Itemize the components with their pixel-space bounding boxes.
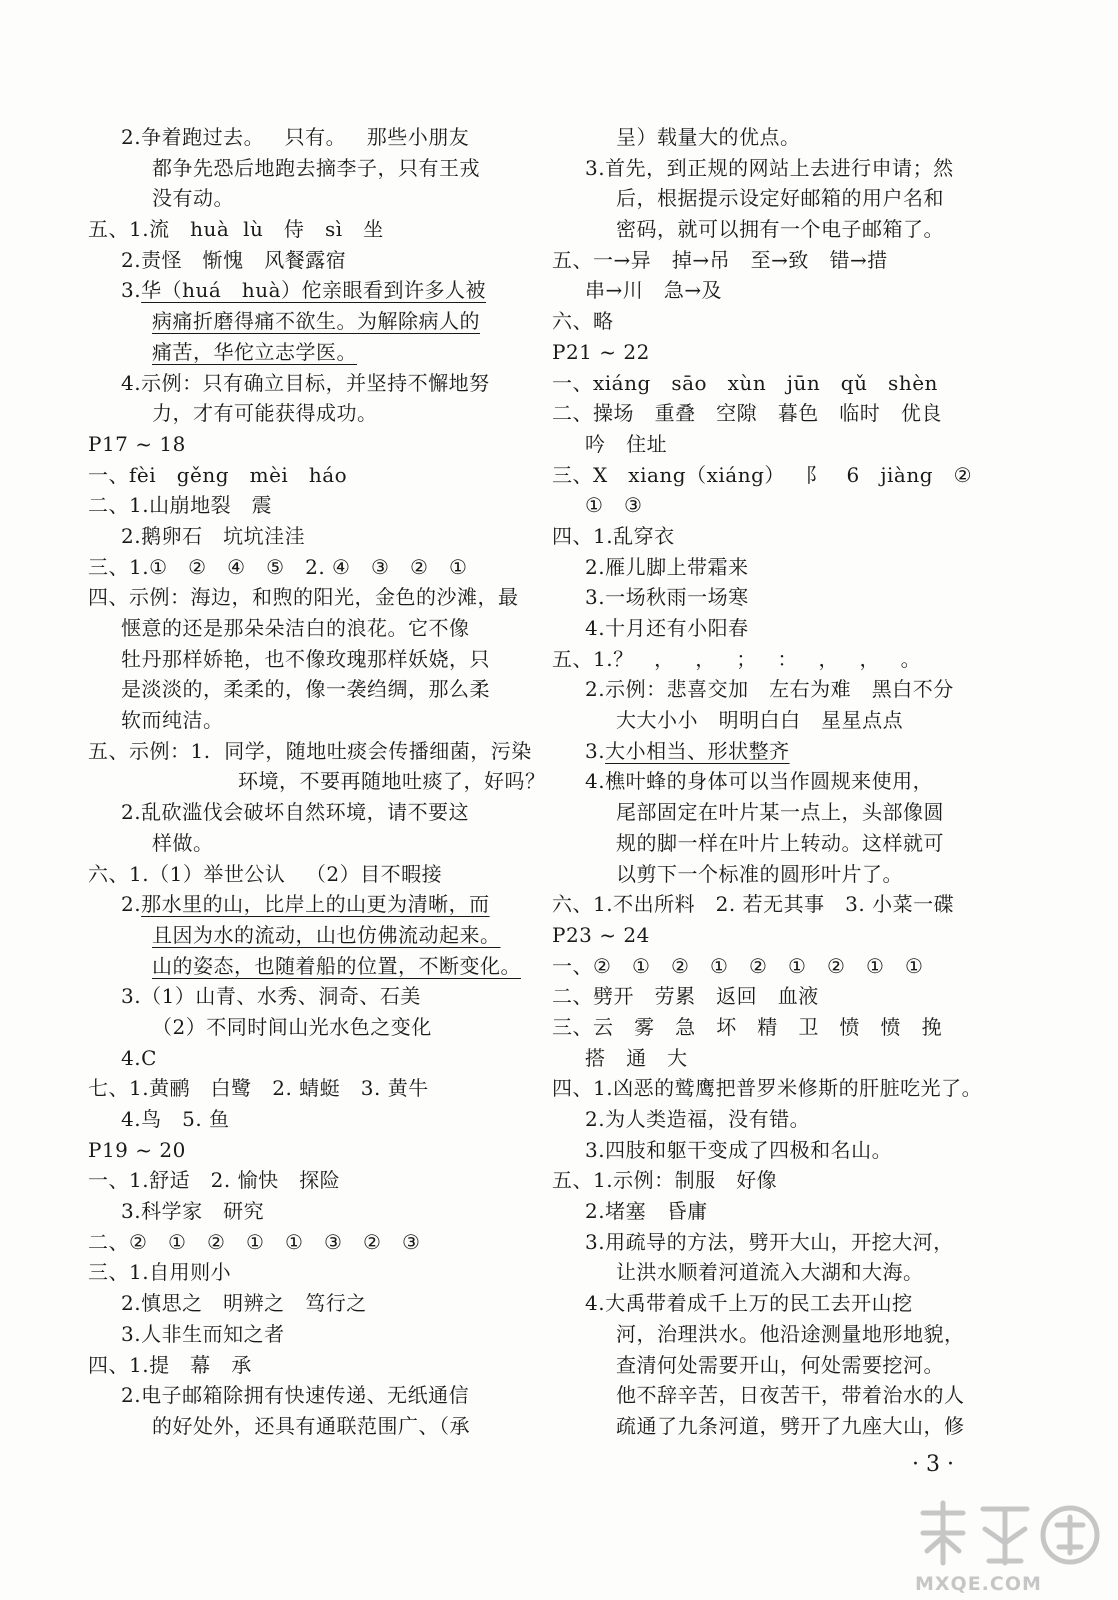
answer-line (552, 1411, 992, 1442)
answer-text: 一场秋雨一场寒 (605, 585, 749, 610)
answer-line (88, 644, 518, 675)
right-column (552, 122, 992, 1442)
question-number: 2. (585, 554, 606, 579)
answer-text: 后，根据提示设定好邮箱的用户名和 (616, 186, 944, 211)
answer-line (552, 1196, 992, 1227)
answer-line (88, 214, 518, 245)
answer-text: 吟 住址 (585, 431, 668, 456)
answer-text: 山的姿态，也随着船的位置，不断变化。 (152, 953, 521, 978)
answer-line (88, 1165, 518, 1196)
answer-text: 鹅卵石 坑坑洼洼 (141, 523, 306, 548)
question-number: 4. (585, 616, 606, 640)
question-number: 五、1. (552, 646, 614, 671)
question-number: 一、 (552, 953, 593, 978)
answer-line (88, 1012, 518, 1043)
answer-text: 规的脚一样在叶片上转动。这样就可 (616, 830, 944, 855)
question-number: 五、 (88, 738, 129, 763)
question-number: 四、1. (552, 1076, 614, 1101)
answer-text: 责怪 惭愧 风餐露宿 (141, 247, 347, 272)
answer-text: 鸟 5. 鱼 (141, 1107, 230, 1131)
question-number: 2. (121, 800, 142, 825)
answer-text: 劈开 劳累 返回 血液 (593, 984, 819, 1009)
answer-line (552, 1380, 992, 1411)
question-number: 二、1. (88, 493, 150, 518)
answer-text: 操场 重叠 空隙 暮色 临时 优良 (593, 401, 942, 426)
answer-line (88, 552, 518, 583)
answer-text: 呈）载量大的优点。 (616, 125, 801, 149)
answer-line (552, 306, 992, 337)
left-column (88, 122, 546, 1442)
question-number: 2. (121, 1291, 142, 1316)
question-number: 一、 (552, 370, 593, 395)
answer-text: 是淡淡的，柔柔的，像一袭绉绸，那么柔 (121, 677, 490, 702)
answer-line (552, 460, 992, 491)
answer-text: P17 ~ 18 (88, 431, 186, 456)
answer-text: 电子邮箱除拥有快速传递、无纸通信 (141, 1383, 470, 1408)
question-number: 三、 (552, 462, 593, 487)
answer-text: 大禹带着成千上万的民工去开山挖 (605, 1291, 913, 1316)
answer-line (88, 951, 521, 982)
answer-line (552, 1227, 992, 1258)
answer-line (88, 705, 518, 736)
answer-text: 四肢和躯干变成了四极和名山。 (605, 1137, 893, 1162)
answer-line (552, 797, 992, 828)
question-number: 一、1. (88, 1168, 150, 1193)
answer-line (88, 490, 518, 521)
question-number: 3. (121, 1199, 142, 1224)
answer-line (552, 951, 992, 982)
answer-text: ① ③ (585, 493, 643, 518)
answer-line (88, 398, 518, 429)
answer-text: 樵叶蜂的身体可以当作圆规来使用， (605, 769, 934, 794)
answer-line (88, 766, 546, 797)
answer-line (552, 521, 992, 552)
answer-line (552, 368, 992, 399)
question-number: 2. (121, 247, 142, 272)
question-number: 三、 (552, 1014, 593, 1039)
question-number: 3. (585, 738, 606, 763)
answer-line (552, 1073, 992, 1104)
answer-line (88, 674, 518, 705)
answer-text: （1）举世公认 （2）目不暇接 (149, 861, 443, 886)
answer-text: ② ① ② ① ② ① ② ① ① (593, 953, 924, 978)
answer-text: 让洪水顺着河道流入大湖和大海。 (616, 1260, 924, 1285)
answer-line (88, 920, 518, 951)
question-number: 二、 (88, 1229, 129, 1254)
answer-text: 自用则小 (149, 1260, 232, 1285)
answer-text: 一→异 掉→吊 至→致 错→措 (593, 247, 888, 272)
answer-text: 示例：悲喜交加 左右为难 黑白不分 (605, 677, 954, 702)
answer-line (88, 613, 518, 644)
answer-text: 示例：制服 好像 (613, 1168, 778, 1193)
answer-line (552, 183, 992, 214)
answer-line (88, 1043, 518, 1074)
question-number: 四、 (88, 585, 129, 610)
answer-text: 密码，就可以拥有一个电子邮箱了。 (616, 217, 944, 242)
answer-text: 搭 通 大 (585, 1045, 688, 1070)
answer-line (552, 429, 992, 460)
answer-line (552, 214, 992, 245)
answer-line (88, 582, 518, 613)
answer-line (88, 1380, 518, 1411)
answer-text: 牡丹那样娇艳，也不像玫瑰那样妖娆，只 (121, 646, 490, 671)
question-number: 4. (121, 1107, 142, 1131)
answer-text: 科学家 研究 (141, 1199, 265, 1224)
answer-line (552, 644, 992, 675)
answer-text: 黄鹂 白鹭 2. 蜻蜓 3. 黄牛 (149, 1076, 429, 1101)
answer-line (88, 1135, 518, 1166)
question-number: 2. (121, 125, 142, 149)
answer-line (552, 920, 992, 951)
question-number: 一、 (88, 462, 129, 487)
answer-line (552, 1257, 992, 1288)
answer-line (552, 1319, 992, 1350)
question-number: 4. (121, 1045, 142, 1070)
question-number: 四、1. (88, 1352, 150, 1377)
answer-line (88, 245, 518, 276)
answer-line (552, 552, 992, 583)
answer-line (88, 429, 518, 460)
answer-line (88, 368, 518, 399)
answer-line (552, 981, 992, 1012)
answer-text: 病痛折磨得痛不欲生。为解除病人的 (152, 309, 480, 334)
answer-text: 慎思之 明辨之 笃行之 (141, 1291, 367, 1316)
answer-line (88, 122, 518, 153)
answer-text: 乱穿衣 (613, 523, 675, 548)
answer-text: 查清何处需要开山，何处需要挖河。 (616, 1352, 944, 1377)
answer-line (88, 1196, 518, 1227)
answer-line (552, 1135, 992, 1166)
question-number: 2. (585, 1199, 606, 1224)
question-number: 2. (121, 892, 142, 917)
answer-line (552, 736, 992, 767)
answer-text: 不出所料 2. 若无其事 3. 小菜一碟 (613, 892, 955, 917)
answer-text: 舒适 2. 愉快 探险 (149, 1168, 341, 1193)
answer-line (552, 613, 992, 644)
answer-text: 尾部固定在叶片某一点上，头部像圆 (616, 800, 944, 825)
answer-text: （2）不同时间山光水色之变化 (152, 1014, 432, 1039)
question-number: 六、1. (552, 892, 614, 917)
answer-text: 人非生而知之者 (141, 1321, 285, 1346)
answer-text: 样做。 (152, 830, 214, 855)
answer-line (88, 183, 518, 214)
answer-text: 乱砍滥伐会破坏自然环境，请不要这 (141, 800, 470, 825)
answer-line (552, 766, 992, 797)
question-number: 4. (121, 370, 142, 395)
answer-line (552, 1012, 992, 1043)
answer-text: 软而纯洁。 (121, 708, 224, 733)
answer-text: 雁儿脚上带霜来 (605, 554, 749, 579)
answer-text: 环境，不要再随地吐痰了，好吗？ (238, 769, 546, 794)
answer-line (552, 1104, 992, 1135)
answer-text: 云 雾 急 坏 精 卫 愤 愤 挽 (593, 1014, 943, 1039)
answer-text: 提 幕 承 (149, 1352, 252, 1377)
answer-text: 争着跑过去。 只有。 那些小朋友 (141, 125, 470, 149)
answer-text: 示例：1. 同学，随地吐痰会传播细菌，污染 (129, 738, 532, 763)
answer-text: C (141, 1045, 157, 1070)
answer-text: 疏通了九条河道，劈开了九座大山，修 (616, 1413, 965, 1438)
question-number: 4. (585, 1291, 606, 1316)
answer-text: 堵塞 昏庸 (605, 1199, 708, 1224)
answer-text: ① ② ④ ⑤ 2. ④ ③ ② ① (149, 554, 468, 579)
answer-text: 用疏导的方法，劈开大山，开挖大河， (605, 1229, 954, 1254)
answer-line (552, 1165, 992, 1196)
answer-text: xiáng sāo xùn jūn qǔ shèn (593, 370, 938, 395)
answer-text: 没有动。 (152, 186, 234, 211)
answer-text: X xiang（xiáng） 阝 6 jiàng ② (593, 462, 973, 487)
answer-text: P23 ~ 24 (552, 922, 650, 947)
answer-line (552, 582, 992, 613)
answer-text: 惬意的还是那朵朵洁白的浪花。它不像 (121, 616, 470, 640)
answer-line (88, 337, 518, 368)
answer-text: 串→川 急→及 (585, 278, 723, 303)
question-number: 3. (585, 1137, 606, 1162)
question-number: 三、1. (88, 1260, 150, 1285)
page-number: · 3 · (912, 1452, 954, 1477)
answer-line (88, 1257, 518, 1288)
answer-line (552, 122, 992, 153)
answer-line (88, 1411, 518, 1442)
answer-line (552, 245, 992, 276)
answer-text: 示例：海边，和煦的阳光，金色的沙滩，最 (129, 585, 519, 610)
answer-text: 那水里的山，比岸上的山更为清晰，而 (141, 892, 490, 917)
question-number: 4. (585, 769, 606, 794)
question-number: 六、1. (88, 861, 150, 886)
answer-text: 他不辞辛苦，日夜苦干，带着治水的人 (616, 1383, 965, 1408)
answer-line (88, 460, 518, 491)
answer-text: 的好处外，还具有通联范围广、（承 (152, 1413, 470, 1438)
question-number: 2. (585, 677, 606, 702)
answer-text: 示例：只有确立目标，并坚持不懈地努 (141, 370, 490, 395)
answer-line (552, 674, 992, 705)
answer-text: 流 huà lù 侍 sì 坐 (149, 217, 384, 242)
answer-line (88, 275, 518, 306)
answer-line (88, 736, 532, 767)
answer-line (88, 981, 518, 1012)
question-number: 四、1. (552, 523, 614, 548)
answer-text: 首先，到正规的网站上去进行申请；然 (605, 155, 954, 180)
answer-text: 且因为水的流动，山也仿佛流动起来。 (152, 922, 501, 947)
answer-line (552, 1288, 992, 1319)
answer-line (88, 797, 518, 828)
answer-text: 力，才有可能获得成功。 (152, 401, 378, 426)
answer-line (552, 859, 992, 890)
question-number: 2. (585, 1107, 606, 1131)
answer-text: 都争先恐后地跑去摘李子，只有王戎 (152, 155, 480, 180)
answer-line (552, 398, 992, 429)
question-number: 二、 (552, 984, 593, 1009)
question-number: 2. (121, 1383, 142, 1408)
answer-text: 痛苦，华佗立志学医。 (152, 339, 357, 364)
answer-text: ？ ， ， ； ： ， ， 。 (613, 646, 922, 671)
answer-text: 大大小小 明明白白 星星点点 (616, 708, 904, 733)
question-number: 3. (585, 585, 606, 610)
answer-line (88, 1288, 518, 1319)
answer-line (552, 705, 992, 736)
answer-text: fèi gěng mèi háo (129, 462, 348, 487)
answer-line (552, 889, 992, 920)
answer-text: 河，治理洪水。他沿途测量地形地貌， (616, 1321, 965, 1346)
question-number: 2. (121, 523, 142, 548)
question-number: 3. (121, 278, 142, 303)
answer-line (88, 1350, 518, 1381)
answer-text: （1）山青、水秀、洞奇、石美 (141, 984, 421, 1009)
answer-line (88, 828, 518, 859)
question-number: 3. (585, 1229, 606, 1254)
answer-line (552, 490, 992, 521)
answer-text: 以剪下一个标准的圆形叶片了。 (616, 861, 903, 886)
answer-text: ② ① ② ① ① ③ ② ③ (129, 1229, 421, 1254)
answer-text: 凶恶的鹫鹰把普罗米修斯的肝脏吃光了。 (613, 1076, 983, 1101)
answer-text: 为人类造福，没有错。 (605, 1107, 811, 1131)
answer-line (552, 1350, 992, 1381)
question-number: 3. (585, 155, 606, 180)
question-number: 六、 (552, 309, 593, 334)
question-number: 五、1. (552, 1168, 614, 1193)
question-number: 七、1. (88, 1076, 150, 1101)
question-number: 五、 (552, 247, 593, 272)
answer-line (88, 1227, 518, 1258)
answer-line (88, 1104, 518, 1135)
answer-text: P19 ~ 20 (88, 1137, 186, 1162)
answer-text: 略 (593, 309, 614, 334)
question-number: 五、1. (88, 217, 150, 242)
answer-line (88, 521, 518, 552)
answer-line (88, 1319, 518, 1350)
answer-line (552, 337, 992, 368)
answer-seal-icon (905, 1495, 1105, 1575)
question-number: 3. (121, 1321, 142, 1346)
answer-line (88, 859, 518, 890)
answer-line (552, 275, 992, 306)
answer-line (88, 153, 518, 184)
watermark-text: MXQE.COM (915, 1573, 1042, 1595)
answer-line (552, 1043, 992, 1074)
answer-text: 华（huá huà）佗亲眼看到许多人被 (141, 278, 487, 303)
question-number: 二、 (552, 401, 593, 426)
answer-text: 山崩地裂 震 (149, 493, 273, 518)
answer-text: P21 ~ 22 (552, 339, 650, 364)
question-number: 3. (121, 984, 142, 1009)
answer-line (552, 828, 992, 859)
answer-line (88, 889, 518, 920)
question-number: 三、1. (88, 554, 150, 579)
answer-line (88, 306, 518, 337)
answer-text: 十月还有小阳春 (605, 616, 749, 640)
answer-line (552, 153, 992, 184)
answer-text: 大小相当、形状整齐 (605, 738, 790, 763)
answer-line (88, 1073, 518, 1104)
watermark (905, 1495, 1105, 1595)
